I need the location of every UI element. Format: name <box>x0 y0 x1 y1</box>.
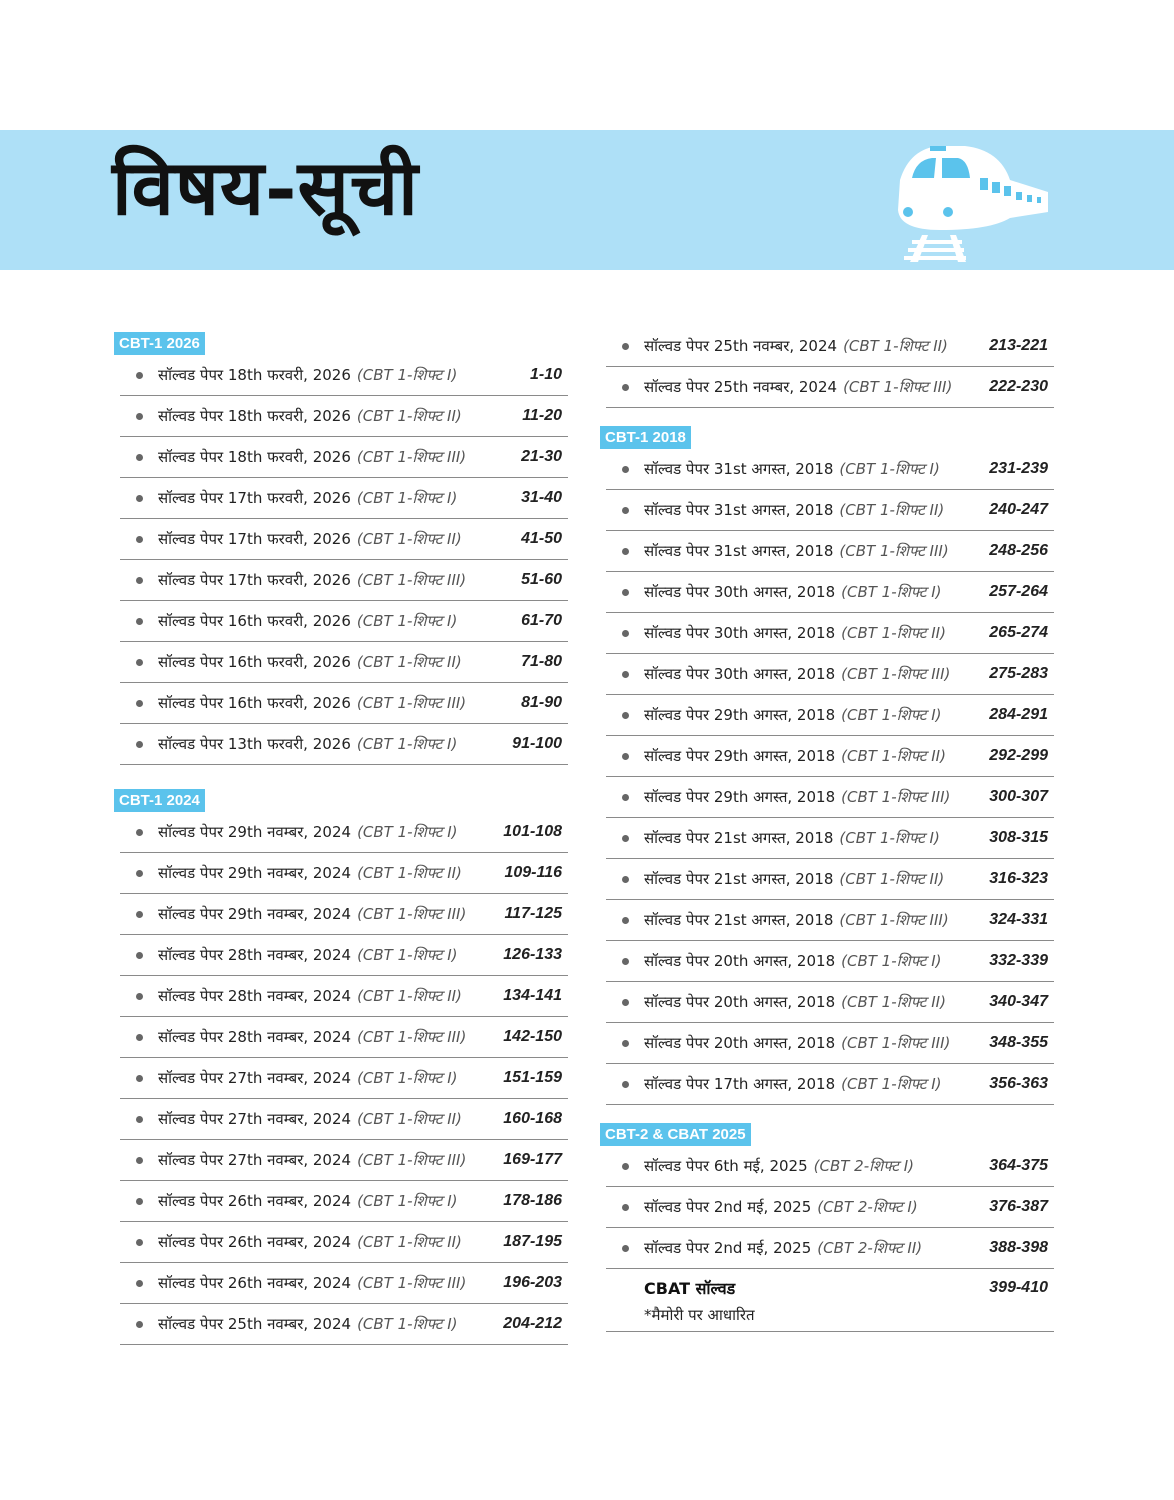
bullet-icon <box>622 384 629 391</box>
toc-entry[interactable] <box>120 560 568 601</box>
bullet-icon <box>136 1198 143 1205</box>
toc-entry[interactable] <box>606 613 1054 654</box>
entry-title: सॉल्वड पेपर 25th नवम्बर, 2024 <box>158 1315 352 1333</box>
entry-pages: 356-363 <box>989 1075 1048 1092</box>
toc-entry[interactable] <box>120 437 568 478</box>
bullet-icon <box>136 454 143 461</box>
bullet-icon <box>622 958 629 965</box>
entry-pages: 300-307 <box>989 788 1048 805</box>
bullet-icon <box>622 876 629 883</box>
entry-shift: (CBT 1-शिफ्ट II) <box>357 1110 462 1128</box>
entry-shift: (CBT 1-शिफ्ट I) <box>357 823 458 841</box>
entry-shift: (CBT 2-शिफ्ट I) <box>813 1157 915 1175</box>
bullet-icon <box>136 372 143 379</box>
entry-title: सॉल्वड पेपर 30th अगस्त, 2018 <box>644 624 836 642</box>
section-cbt1-2026-list <box>114 355 568 765</box>
bullet-icon <box>136 1116 143 1123</box>
entry-title: सॉल्वड पेपर 18th फरवरी, 2026 <box>158 448 351 466</box>
toc-entry[interactable] <box>120 812 568 853</box>
entry-pages: 332-339 <box>989 952 1048 969</box>
entry-shift: (CBT 1-शिफ्ट II) <box>357 864 462 882</box>
entry-shift: (CBT 1-शिफ्ट III) <box>843 378 953 396</box>
cbat-entry-pages: 399-410 <box>989 1279 1048 1296</box>
entry-shift: (CBT 1-शिफ्ट II) <box>839 501 945 519</box>
entry-shift: (CBT 1-शिफ्ट III) <box>841 1034 951 1052</box>
entry-pages: 316-323 <box>989 870 1048 887</box>
entry-title: सॉल्वड पेपर 25th नवम्बर, 2024 <box>644 378 838 396</box>
toc-entry[interactable] <box>606 695 1054 736</box>
entry-shift: (CBT 1-शिफ्ट I) <box>841 952 942 970</box>
bullet-icon <box>136 700 143 707</box>
bullet-icon <box>136 413 143 420</box>
entry-pages: 248-256 <box>989 542 1048 559</box>
entry-pages: 257-264 <box>989 583 1048 600</box>
entry-title: सॉल्वड पेपर 17th अगस्त, 2018 <box>644 1075 836 1093</box>
entry-pages: 1-10 <box>529 366 562 383</box>
entry-shift: (CBT 1-शिफ्ट II) <box>839 870 945 888</box>
bullet-icon <box>622 835 629 842</box>
cbat-entry-text <box>644 1277 755 1325</box>
entry-title: सॉल्वड पेपर 18th फरवरी, 2026 <box>158 366 351 384</box>
entry-pages: 81-90 <box>521 694 562 711</box>
entry-pages: 340-347 <box>989 993 1048 1010</box>
toc-entry[interactable] <box>120 1017 568 1058</box>
bullet-icon <box>136 741 143 748</box>
entry-shift: (CBT 1-शिफ्ट I) <box>356 489 458 507</box>
toc-entry[interactable] <box>606 326 1054 367</box>
bullet-icon <box>622 589 629 596</box>
bullet-icon <box>136 1075 143 1082</box>
entry-pages: 204-212 <box>503 1315 562 1332</box>
entry-title: सॉल्वड पेपर 30th अगस्त, 2018 <box>644 583 836 601</box>
entry-shift: (CBT 1-शिफ्ट III) <box>356 571 467 589</box>
entry-title: सॉल्वड पेपर 27th नवम्बर, 2024 <box>158 1069 352 1087</box>
entry-pages: 231-239 <box>989 460 1048 477</box>
entry-title: सॉल्वड पेपर 29th अगस्त, 2018 <box>644 788 836 806</box>
bullet-icon <box>622 548 629 555</box>
toc-entry[interactable] <box>120 935 568 976</box>
toc-entry[interactable] <box>606 859 1054 900</box>
bullet-icon <box>136 495 143 502</box>
cbat-entry-title: CBAT सॉल्वड <box>644 1279 736 1298</box>
entry-pages: 109-116 <box>504 864 562 881</box>
bullet-icon <box>136 870 143 877</box>
bullet-icon <box>622 1081 629 1088</box>
bullet-icon <box>136 1034 143 1041</box>
bullet-icon <box>622 917 629 924</box>
toc-entry[interactable] <box>120 724 568 765</box>
entry-pages: 284-291 <box>989 706 1048 723</box>
train-icon <box>870 140 1055 262</box>
entry-pages: 178-186 <box>503 1192 562 1209</box>
toc-entry[interactable] <box>606 941 1054 982</box>
bullet-icon <box>622 753 629 760</box>
bullet-icon <box>622 671 629 678</box>
toc-entry[interactable] <box>120 976 568 1017</box>
entry-shift: (CBT 1-शिफ्ट III) <box>357 1151 467 1169</box>
entry-title: सॉल्वड पेपर 28th नवम्बर, 2024 <box>158 1028 352 1046</box>
toc-entry[interactable] <box>120 478 568 519</box>
bullet-icon <box>622 466 629 473</box>
page-title: विषय-सूची <box>112 143 419 232</box>
entry-title: सॉल्वड पेपर 29th अगस्त, 2018 <box>644 747 836 765</box>
entry-shift: (CBT 1-शिफ्ट II) <box>841 993 946 1011</box>
entry-title: सॉल्वड पेपर 26th नवम्बर, 2024 <box>158 1192 352 1210</box>
entry-pages: 151-159 <box>503 1069 562 1086</box>
entry-title: सॉल्वड पेपर 21st अगस्त, 2018 <box>644 870 834 888</box>
entry-title: सॉल्वड पेपर 28th नवम्बर, 2024 <box>158 946 352 964</box>
right-column <box>600 326 1054 1332</box>
entry-title: सॉल्वड पेपर 2nd मई, 2025 <box>644 1198 812 1216</box>
entry-title: सॉल्वड पेपर 21st अगस्त, 2018 <box>644 829 834 847</box>
continued-cbt1-2024-list <box>600 326 1054 408</box>
entry-shift: (CBT 1-शिफ्ट III) <box>839 911 949 929</box>
entry-title: सॉल्वड पेपर 29th नवम्बर, 2024 <box>158 864 352 882</box>
bullet-icon <box>622 1204 629 1211</box>
section-cbt2-cbat-2025-list <box>600 1146 1054 1269</box>
toc-entry[interactable] <box>606 736 1054 777</box>
entry-pages: 126-133 <box>503 946 562 963</box>
toc-entry[interactable] <box>120 1304 568 1345</box>
entry-pages: 187-195 <box>503 1233 562 1250</box>
entry-pages: 292-299 <box>989 747 1048 764</box>
section-cbt1-2018-list <box>600 449 1054 1105</box>
bullet-icon <box>622 1245 629 1252</box>
toc-entry[interactable] <box>606 449 1054 490</box>
entry-title: सॉल्वड पेपर 29th नवम्बर, 2024 <box>158 905 352 923</box>
entry-pages: 142-150 <box>503 1028 562 1045</box>
toc-entry[interactable] <box>120 1140 568 1181</box>
entry-title: सॉल्वड पेपर 17th फरवरी, 2026 <box>158 489 351 507</box>
bullet-icon <box>136 618 143 625</box>
bullet-icon <box>622 712 629 719</box>
entry-shift: (CBT 1-शिफ्ट II) <box>357 1233 462 1251</box>
entry-shift: (CBT 1-शिफ्ट III) <box>356 448 467 466</box>
toc-entry[interactable] <box>120 642 568 683</box>
bullet-icon <box>622 343 629 350</box>
toc-entry[interactable] <box>120 853 568 894</box>
entry-shift: (CBT 1-शिफ्ट I) <box>357 946 458 964</box>
toc-entry[interactable] <box>606 367 1054 408</box>
toc-entry[interactable] <box>120 355 568 396</box>
toc-entry[interactable] <box>606 1228 1054 1269</box>
section-label: CBT-1 2026 <box>114 332 205 355</box>
entry-title: सॉल्वड पेपर 31st अगस्त, 2018 <box>644 460 834 478</box>
bullet-icon <box>136 659 143 666</box>
bullet-icon <box>622 507 629 514</box>
entry-title: सॉल्वड पेपर 17th फरवरी, 2026 <box>158 530 351 548</box>
bullet-icon <box>622 794 629 801</box>
entry-shift: (CBT 1-शिफ्ट II) <box>841 747 946 765</box>
toc-entry[interactable] <box>606 1187 1054 1228</box>
section-gap <box>114 765 568 789</box>
entry-title: सॉल्वड पेपर 16th फरवरी, 2026 <box>158 653 351 671</box>
entry-pages: 91-100 <box>512 735 562 752</box>
entry-pages: 196-203 <box>503 1274 562 1291</box>
entry-shift: (CBT 1-शिफ्ट III) <box>841 788 951 806</box>
entry-pages: 134-141 <box>503 987 562 1004</box>
entry-pages: 240-247 <box>989 501 1048 518</box>
entry-pages: 265-274 <box>989 624 1048 641</box>
left-column <box>114 332 568 1345</box>
entry-pages: 222-230 <box>989 378 1048 395</box>
entry-shift: (CBT 1-शिफ्ट III) <box>357 1274 467 1292</box>
bullet-icon <box>136 993 143 1000</box>
entry-shift: (CBT 2-शिफ्ट II) <box>817 1239 923 1257</box>
bullet-icon <box>136 577 143 584</box>
bullet-icon <box>136 1239 143 1246</box>
toc-entry[interactable] <box>120 1222 568 1263</box>
cbat-entry-note: *मैमोरी पर आधारित <box>644 1306 755 1324</box>
entry-shift: (CBT 1-शिफ्ट II) <box>356 653 462 671</box>
entry-pages: 61-70 <box>521 612 562 629</box>
entry-pages: 71-80 <box>521 653 562 670</box>
entry-shift: (CBT 1-शिफ्ट II) <box>841 624 946 642</box>
entry-pages: 11-20 <box>522 407 562 424</box>
entry-shift: (CBT 1-शिफ्ट I) <box>841 706 942 724</box>
entry-pages: 376-387 <box>989 1198 1048 1215</box>
entry-title: सॉल्वड पेपर 2nd मई, 2025 <box>644 1239 812 1257</box>
toc-entry[interactable] <box>606 531 1054 572</box>
entry-shift: (CBT 1-शिफ्ट II) <box>356 407 462 425</box>
entry-title: सॉल्वड पेपर 25th नवम्बर, 2024 <box>644 337 838 355</box>
entry-title: सॉल्वड पेपर 20th अगस्त, 2018 <box>644 952 836 970</box>
toc-entry[interactable] <box>120 396 568 437</box>
entry-title: सॉल्वड पेपर 18th फरवरी, 2026 <box>158 407 351 425</box>
entry-pages: 275-283 <box>989 665 1048 682</box>
bullet-icon <box>136 829 143 836</box>
entry-pages: 41-50 <box>521 530 562 547</box>
entry-shift: (CBT 1-शिफ्ट I) <box>841 1075 942 1093</box>
entry-shift: (CBT 1-शिफ्ट I) <box>839 829 940 847</box>
entry-pages: 169-177 <box>503 1151 562 1168</box>
entry-shift: (CBT 1-शिफ्ट III) <box>839 542 949 560</box>
entry-title: सॉल्वड पेपर 20th अगस्त, 2018 <box>644 993 836 1011</box>
bullet-icon <box>136 536 143 543</box>
entry-title: सॉल्वड पेपर 13th फरवरी, 2026 <box>158 735 351 753</box>
entry-pages: 117-125 <box>504 905 562 922</box>
entry-title: सॉल्वड पेपर 16th फरवरी, 2026 <box>158 694 351 712</box>
entry-pages: 308-315 <box>989 829 1048 846</box>
entry-title: सॉल्वड पेपर 6th मई, 2025 <box>644 1157 808 1175</box>
entry-shift: (CBT 1-शिफ्ट I) <box>356 612 458 630</box>
entry-title: सॉल्वड पेपर 27th नवम्बर, 2024 <box>158 1110 352 1128</box>
entry-shift: (CBT 1-शिफ्ट II) <box>357 987 462 1005</box>
entry-title: सॉल्वड पेपर 31st अगस्त, 2018 <box>644 501 834 519</box>
entry-pages: 213-221 <box>989 337 1048 354</box>
toc-entry[interactable] <box>606 900 1054 941</box>
toc-entry[interactable] <box>120 601 568 642</box>
entry-shift: (CBT 2-शिफ्ट I) <box>817 1198 918 1216</box>
toc-entry[interactable] <box>120 1058 568 1099</box>
toc-entry[interactable] <box>606 490 1054 531</box>
entry-title: सॉल्वड पेपर 28th नवम्बर, 2024 <box>158 987 352 1005</box>
section-label: CBT-1 2018 <box>600 426 691 449</box>
entry-shift: (CBT 1-शिफ्ट I) <box>839 460 940 478</box>
entry-pages: 388-398 <box>989 1239 1048 1256</box>
toc-entry[interactable] <box>120 683 568 724</box>
toc-entry[interactable] <box>606 777 1054 818</box>
entry-title: सॉल्वड पेपर 29th अगस्त, 2018 <box>644 706 836 724</box>
entry-shift: (CBT 1-शिफ्ट I) <box>357 1315 458 1333</box>
entry-pages: 31-40 <box>521 489 562 506</box>
entry-shift: (CBT 1-शिफ्ट I) <box>357 1069 458 1087</box>
entry-pages: 364-375 <box>989 1157 1048 1174</box>
section-gap <box>600 408 1054 426</box>
entry-pages: 348-355 <box>989 1034 1048 1051</box>
bullet-icon <box>622 1163 629 1170</box>
entry-shift: (CBT 1-शिफ्ट III) <box>357 1028 467 1046</box>
toc-entry[interactable] <box>606 982 1054 1023</box>
entry-title: सॉल्वड पेपर 16th फरवरी, 2026 <box>158 612 351 630</box>
entry-shift: (CBT 1-शिफ्ट III) <box>841 665 951 683</box>
entry-title: सॉल्वड पेपर 26th नवम्बर, 2024 <box>158 1233 352 1251</box>
entry-pages: 21-30 <box>521 448 562 465</box>
toc-entry[interactable] <box>120 894 568 935</box>
toc-entry[interactable] <box>120 1099 568 1140</box>
section-cbt1-2024-list <box>114 812 568 1345</box>
entry-shift: (CBT 1-शिफ्ट I) <box>356 366 458 384</box>
section-label: CBT-2 & CBAT 2025 <box>600 1123 751 1146</box>
section-label: CBT-1 2024 <box>114 789 205 812</box>
toc-entry[interactable] <box>120 1181 568 1222</box>
toc-entry[interactable] <box>120 1263 568 1304</box>
entry-pages: 101-108 <box>503 823 562 840</box>
bullet-icon <box>136 952 143 959</box>
bullet-icon <box>136 1157 143 1164</box>
entry-pages: 51-60 <box>521 571 562 588</box>
entry-title: सॉल्वड पेपर 29th नवम्बर, 2024 <box>158 823 352 841</box>
entry-title: सॉल्वड पेपर 17th फरवरी, 2026 <box>158 571 351 589</box>
entry-pages: 324-331 <box>989 911 1048 928</box>
entry-shift: (CBT 1-शिफ्ट III) <box>356 694 467 712</box>
entry-shift: (CBT 1-शिफ्ट II) <box>356 530 462 548</box>
bullet-icon <box>622 630 629 637</box>
toc-entry[interactable] <box>606 654 1054 695</box>
entry-title: सॉल्वड पेपर 30th अगस्त, 2018 <box>644 665 836 683</box>
entry-title: सॉल्वड पेपर 20th अगस्त, 2018 <box>644 1034 836 1052</box>
entry-shift: (CBT 1-शिफ्ट I) <box>356 735 458 753</box>
entry-shift: (CBT 1-शिफ्ट III) <box>357 905 467 923</box>
bullet-icon <box>136 1280 143 1287</box>
toc-entry[interactable] <box>606 1146 1054 1187</box>
toc-entry[interactable] <box>120 519 568 560</box>
bullet-icon <box>136 911 143 918</box>
bullet-icon <box>622 999 629 1006</box>
bullet-icon <box>136 1321 143 1328</box>
entry-title: सॉल्वड पेपर 21st अगस्त, 2018 <box>644 911 834 929</box>
bullet-icon <box>622 1040 629 1047</box>
entry-title: सॉल्वड पेपर 26th नवम्बर, 2024 <box>158 1274 352 1292</box>
toc-entry[interactable] <box>606 1064 1054 1105</box>
section-gap <box>600 1105 1054 1123</box>
toc-entry[interactable] <box>606 818 1054 859</box>
entry-pages: 160-168 <box>503 1110 562 1127</box>
toc-entry[interactable] <box>606 572 1054 613</box>
entry-title: सॉल्वड पेपर 31st अगस्त, 2018 <box>644 542 834 560</box>
entry-shift: (CBT 1-शिफ्ट II) <box>843 337 948 355</box>
cbat-entry[interactable] <box>606 1269 1054 1332</box>
entry-shift: (CBT 1-शिफ्ट I) <box>357 1192 458 1210</box>
entry-title: सॉल्वड पेपर 27th नवम्बर, 2024 <box>158 1151 352 1169</box>
entry-shift: (CBT 1-शिफ्ट I) <box>841 583 942 601</box>
toc-entry[interactable] <box>606 1023 1054 1064</box>
